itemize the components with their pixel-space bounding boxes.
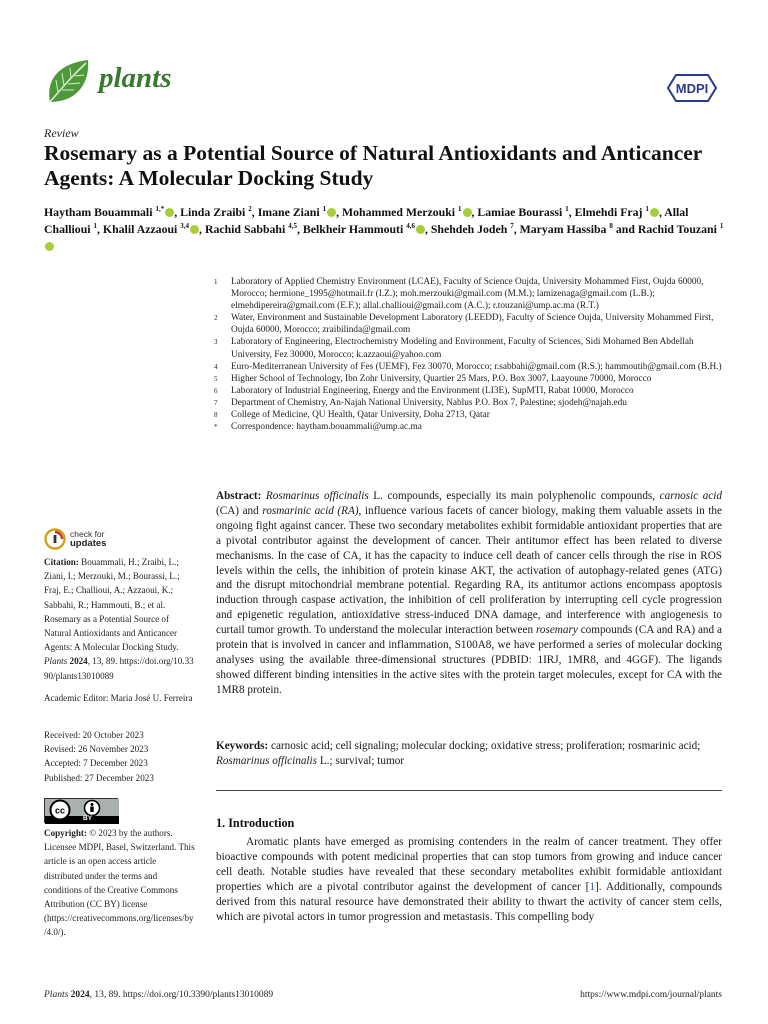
author-name[interactable]: Rachid Sabbahi [204, 222, 286, 236]
author-name[interactable]: Maryam Hassiba [519, 222, 607, 236]
keywords-text: carnosic acid; cell signaling; molecular docking; oxidative stress; proliferation; rosmarinic acid; [268, 740, 701, 752]
section-divider [216, 790, 722, 791]
abstract-ca: carnosic acid [659, 490, 723, 502]
footer-journal: Plants [44, 990, 69, 1000]
revised-date: Revised: 26 November 2023 [44, 744, 149, 755]
affiliation-item [214, 397, 724, 409]
accepted-date: Accepted: 7 December 2023 [44, 758, 148, 769]
orcid-icon[interactable] [190, 225, 199, 234]
orcid-icon[interactable] [463, 208, 472, 217]
mdpi-logo-text: MDPI [675, 81, 709, 96]
affiliation-number: 4 [214, 362, 218, 371]
copyright-block [44, 826, 196, 940]
author-affiliation-number: 1 [565, 205, 569, 214]
author-affiliation-number: 4,5 [288, 222, 297, 231]
keywords-species: Rosmarinus officinalis [216, 755, 318, 767]
author-name[interactable]: Belkheir Hammouti [302, 222, 404, 236]
affiliation-item [214, 312, 724, 336]
affiliation-text: Euro-Mediterranean University of Fes (UEMF), Fez 30070, Morocco; r.sabbahi@gmail.com (R.S.); hammoutib@gmail.com (B.H.) [231, 361, 722, 372]
abstract-text: L. compounds, especially its main polyphenolic compounds, [368, 490, 660, 502]
affiliation-number: * [214, 423, 218, 432]
citation-volume: , 13, 89. [87, 656, 118, 667]
author-affiliation-number: 2 [248, 205, 252, 214]
affiliation-item [214, 385, 724, 397]
academic-editor: Academic Editor: Maria José U. Ferreira [44, 693, 193, 703]
affiliation-number: 7 [214, 398, 218, 407]
abstract-species: Rosmarinus officinalis [265, 490, 369, 502]
abstract-paragraph [216, 489, 722, 698]
author-name[interactable]: Mohammed Merzouki [342, 205, 456, 219]
author-name[interactable]: Khalil Azzaoui [102, 222, 178, 236]
abstract-text: (CA) and [216, 504, 263, 517]
svg-text:cc: cc [54, 805, 66, 816]
article-title: Rosemary as a Potential Source of Natural Antioxidants and Anticancer Agents: A Molecular Docking Study [44, 141, 702, 190]
affiliation-item [214, 409, 724, 421]
affiliation-text: College of Medicine, QU Health, Qatar University, Doha 2713, Qatar [231, 410, 490, 421]
author-affiliation-number: 1 [719, 222, 724, 231]
author-affiliation-number: 1,* [155, 205, 165, 214]
citation-label: Citation: [44, 557, 79, 567]
mdpi-logo-icon [666, 73, 718, 103]
author-affiliation-number: 3,4 [180, 222, 190, 231]
citation-year: 2024 [69, 656, 88, 667]
author-affiliation-number: 1 [322, 205, 327, 214]
introduction-paragraph [216, 835, 722, 926]
affiliation-number: 2 [214, 314, 218, 323]
citation-text: Bouammali, H.; Zraibi, L.; Ziani, I.; Merzouki, M.; Bourassi, L.; Fraj, E.; Challioui, A.; Azzaoui, K.; Sabbahi, R.; Hammouti, B.; et al. Rosemary as a Potential Source of Natural Antioxidants and Anticancer Agents: A Molecular Docking Study. [44, 557, 180, 653]
check-for-updates-badge[interactable] [44, 528, 124, 552]
author-name[interactable]: Shehdeh Jodeh [430, 222, 508, 236]
orcid-icon[interactable] [650, 208, 659, 217]
introduction-heading: 1. Introduction [216, 816, 295, 830]
copyright-label: Copyright: [44, 828, 87, 838]
affiliation-number: 8 [214, 411, 218, 420]
affiliation-text: Department of Chemistry, An-Najah National University, Nablus P.O. Box 7, Palestine; sjodeh@najah.edu [231, 397, 627, 408]
orcid-icon[interactable] [45, 242, 54, 251]
abstract-label: Abstract: [216, 490, 262, 502]
citation-journal: Plants [44, 656, 68, 667]
footer-year: 2024 [70, 990, 90, 1000]
author-affiliation-number: 4,6 [406, 222, 415, 231]
keywords-label: Keywords: [216, 740, 269, 752]
received-date: Received: 20 October 2023 [44, 730, 144, 740]
orcid-icon[interactable] [165, 208, 174, 217]
intro-text: ]. Additionally, compounds derived from this natural resource have demonstrated their ability to thwart the activity of cancer stem cells, which are pivotal actors in tumor progression and metastasis. This compelling body [216, 881, 722, 924]
affiliation-text: Higher School of Technology, Ibn Zohr University, Quartier 25 Mars, P.O. Box 3007, Laayoune 70000, Morocco [231, 373, 652, 384]
abstract-text: compounds (CA and RA) and a protein that is involved in cancer and inflammation, S100A8, we have performed a series of molecular docking analyses using the available three-dimensional structures (PDBID: 1IRJ, 1MR8, and 4GGF). The ligands showed different binding intensities in the active sites with the protein target molecules, except for CA with the 1MR8 protein. [216, 624, 722, 696]
affiliation-text: Water, Environment and Sustainable Development Laboratory (LEEDD), Faculty of Science Oujda, University Mohammed First, Oujda 60000, Morocco; zraibilinda@gmail.com [231, 313, 714, 336]
author-name[interactable]: Rachid Touzani [637, 222, 717, 236]
citation-block [44, 555, 196, 683]
author-name[interactable]: Elmehdi Fraj [574, 205, 643, 219]
journal-name: plants [99, 62, 172, 94]
footer-doi[interactable]: , 13, 89. https://doi.org/10.3390/plants13010089 [89, 990, 274, 1000]
copyright-text: © 2023 by the authors. Licensee MDPI, Basel, Switzerland. This article is an open access article distributed under the terms and conditions of the Creative Commons Attribution (CC BY) license (https://creativecommons.org/licenses/by/4.0/). [44, 828, 195, 938]
author-affiliation-number: 1 [645, 205, 649, 214]
orcid-icon[interactable] [327, 208, 336, 217]
author-affiliation-number: 7 [510, 222, 514, 231]
journal-leaf-logo-icon [44, 58, 92, 108]
check-updates-icon [44, 528, 66, 550]
abstract-rosemary: rosemary [535, 624, 578, 637]
affiliation-text: Correspondence: haytham.bouammali@ump.ac.ma [231, 422, 422, 433]
affiliation-text: Laboratory of Engineering, Electrochemistry Modeling and Environment, Faculty of Sciences, Sidi Mohamed Ben Abdellah University, Fez 30000, Morocco; k.azzaoui@yahoo.com [231, 337, 694, 360]
affiliation-text: Laboratory of Applied Chemistry Environment (LCAE), Faculty of Science Oujda, University Mohammed First, Oujda 60000, Morocco; hermione_1995@hotmail.fr (I.Z.); moh.merzouki@gmail.com (M.M.); lamizenaga@gmail.com (L.B.); elmehdipereira@gmail.com (E.F.); allal.challioui@gmail.com (A.C.); r.touzani@ump.ac.ma (R.T.) [231, 277, 704, 312]
article-type-label: Review [44, 126, 79, 140]
abstract-ra: rosmarinic acid (RA) [262, 504, 359, 517]
keywords-paragraph [216, 739, 722, 769]
author-affiliation-number: 8 [609, 222, 613, 231]
cc-by-text: BY [83, 815, 93, 822]
keywords-text: L.; survival; tumor [317, 755, 405, 767]
orcid-icon[interactable] [416, 225, 425, 234]
affiliations-list [214, 276, 724, 433]
author-name[interactable]: Allal Challioui [44, 205, 689, 236]
author-name[interactable]: Imane Ziani [257, 205, 320, 219]
author-affiliation-number: 1 [458, 205, 462, 214]
author-name[interactable]: Linda Zraibi [180, 205, 246, 219]
footer-journal-url[interactable]: https://www.mdpi.com/journal/plants [580, 990, 722, 1000]
affiliation-item [214, 361, 724, 373]
check-updates-line1: check for [70, 529, 105, 539]
author-name[interactable]: Haytham Bouammali [44, 205, 153, 219]
affiliation-item [214, 373, 724, 385]
author-list: Haytham Bouammali $^{1,*}$ , Linda Zraibi $^2$, Imane Ziani $^1$ , Mohammed Merzouki $^1$ , Lamiae Bourassi $^1$, Elmehdi Fraj $^1$ , Allal Challioui $^1$, Khalil Azzaoui $^{3,4}$ , Rachid Sabbahi $^{4,5}$, Belkheir Hammouti $^{4,6}$ , Shehdeh Jodeh $^7$, Maryam Hassiba $^8$ and Rachid Touzani $^1$ [44, 204, 724, 255]
authors-connector: and [615, 222, 635, 236]
affiliation-number: 3 [214, 338, 218, 347]
footer-citation [44, 990, 273, 1000]
affiliation-item [214, 421, 724, 433]
abstract-text: , influence various facets of cancer biology, making them valuable assets in the ongoing fight against cancer. These two secondary metabolites exhibit formidable antioxidant properties that are a pivotal contributor against the development of cancer. Their antitumor effect has been related to diverse mechanisms. In the case of CA, it has the capacity to induce cell death of cancer cells through the rise in ROS levels within the cells, the inhibition of protein kinase AKT, the activation of autophagy-related genes (ATG) and the disrupt mitochondrial membrane potential. Regarding RA, its antitumor actions encompass apoptosis induction through caspase activation, the inhibition of cell proliferation by interrupting cell cycle progression and epigenetic regulation, antioxidative stress-induced DNA damage, and interference with angiogenesis to curtail tumor growth. To understand the molecular interaction between [216, 504, 722, 637]
published-date: Published: 27 December 2023 [44, 772, 154, 783]
check-updates-line2: updates [70, 538, 107, 549]
affiliation-item [214, 276, 724, 312]
citation-doi-link[interactable]: https://doi.org/10.3390/plants13010089 [44, 656, 194, 681]
affiliation-text: Laboratory of Industrial Engineering, Energy and the Environment (LI3E), SupMTI, Rabat 10000, Morocco [231, 385, 634, 396]
cc-by-license-badge[interactable] [44, 798, 118, 823]
author-name[interactable]: Lamiae Bourassi [477, 205, 563, 219]
affiliation-number: 6 [214, 386, 218, 395]
cc-icon [45, 799, 119, 824]
dates-block [44, 728, 196, 785]
affiliation-item [214, 336, 724, 360]
affiliation-number: 1 [214, 278, 218, 286]
reference-link[interactable]: 1 [589, 881, 596, 894]
affiliation-number: 5 [214, 374, 218, 383]
intro-text: Aromatic plants have emerged as promising contenders in the realm of cancer treatment. They offer bioactive compounds with potent medicinal properties that can stop tumors from growing and induce cancer cell death. Notable studies have revealed that these secondary metabolites exhibit formidable antioxidant properties which are a pivotal contributor against the development of cancer [ [216, 836, 722, 894]
author-affiliation-number: 1 [93, 222, 98, 231]
